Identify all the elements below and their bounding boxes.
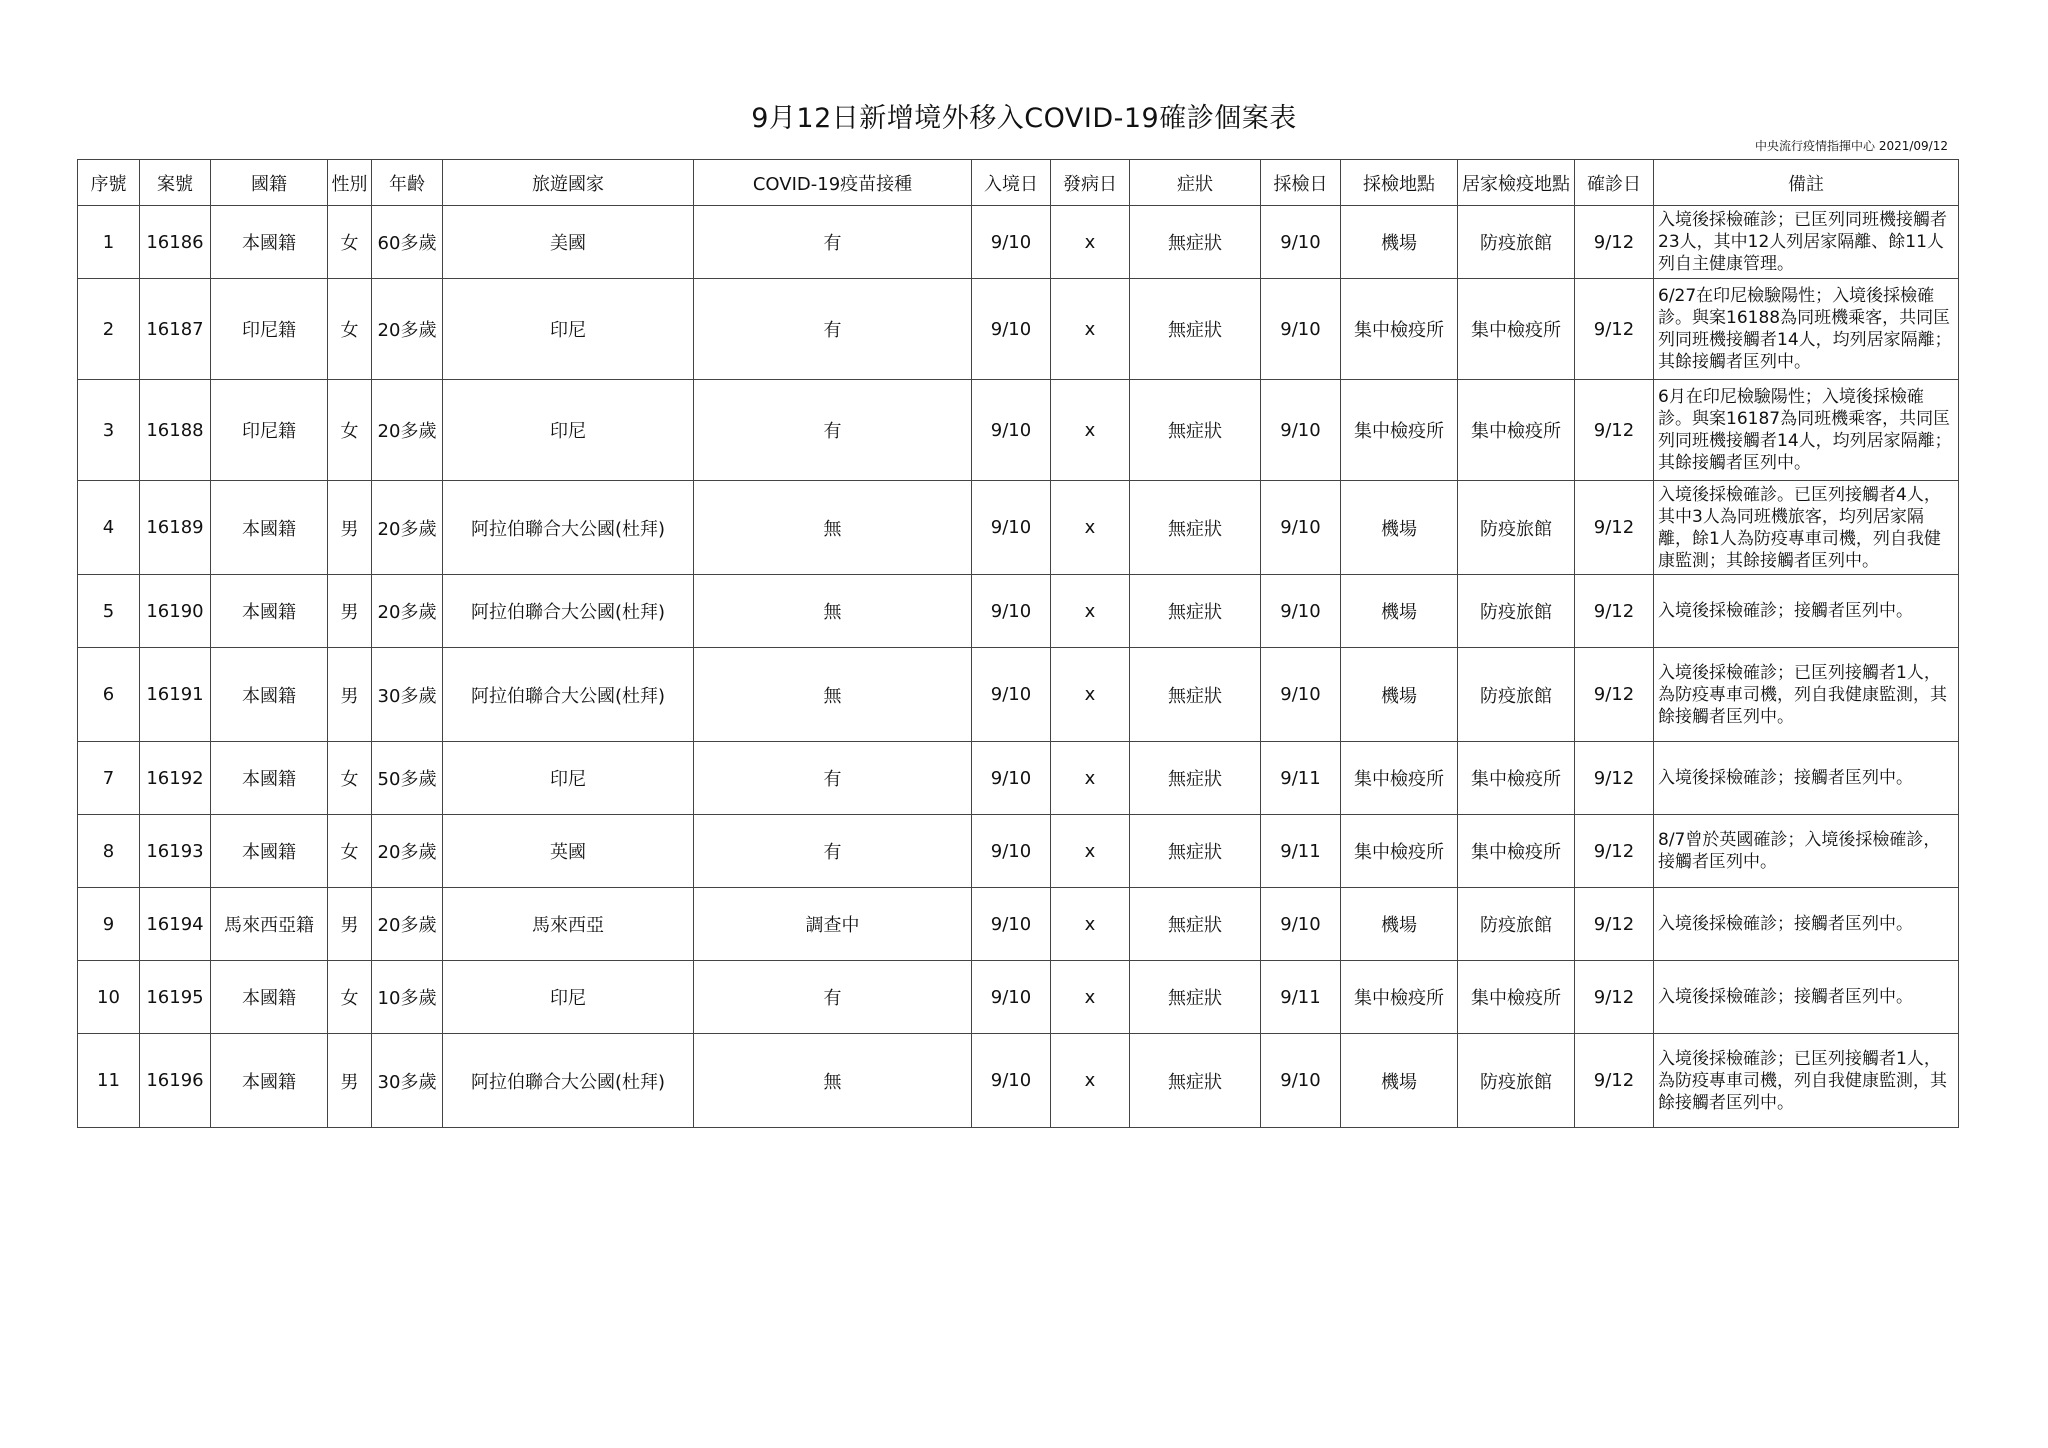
cell-vaccine: 有 (694, 961, 972, 1034)
cell-sex: 女 (328, 815, 372, 888)
cell-vaccine: 調查中 (694, 888, 972, 961)
cell-symptom: 無症狀 (1130, 742, 1261, 815)
cell-entry-date: 9/10 (972, 380, 1051, 481)
cell-seq: 5 (78, 575, 140, 648)
cell-quarantine-site: 集中檢疫所 (1458, 279, 1575, 380)
cell-entry-date: 9/10 (972, 481, 1051, 575)
cell-onset-date: x (1051, 575, 1130, 648)
cell-test-site: 機場 (1341, 888, 1458, 961)
cell-seq: 10 (78, 961, 140, 1034)
cell-nationality: 本國籍 (211, 961, 328, 1034)
cell-age: 10多歲 (372, 961, 443, 1034)
cell-seq: 1 (78, 206, 140, 279)
cell-symptom: 無症狀 (1130, 1034, 1261, 1128)
cell-sex: 男 (328, 1034, 372, 1128)
cell-entry-date: 9/10 (972, 279, 1051, 380)
cell-entry-date: 9/10 (972, 575, 1051, 648)
cell-entry-date: 9/10 (972, 648, 1051, 742)
cell-symptom: 無症狀 (1130, 961, 1261, 1034)
cell-onset-date: x (1051, 815, 1130, 888)
cell-age: 20多歲 (372, 888, 443, 961)
cell-test-site: 機場 (1341, 1034, 1458, 1128)
cell-remark: 入境後採檢確診；接觸者匡列中。 (1654, 575, 1959, 648)
cell-test-site: 機場 (1341, 648, 1458, 742)
cell-test-date: 9/10 (1261, 1034, 1341, 1128)
cell-test-date: 9/10 (1261, 279, 1341, 380)
cell-sex: 女 (328, 380, 372, 481)
cell-age: 30多歲 (372, 648, 443, 742)
cell-age: 60多歲 (372, 206, 443, 279)
cell-confirm-date: 9/12 (1575, 1034, 1654, 1128)
cell-remark: 入境後採檢確診；接觸者匡列中。 (1654, 888, 1959, 961)
cell-symptom: 無症狀 (1130, 206, 1261, 279)
cell-test-date: 9/10 (1261, 648, 1341, 742)
cell-confirm-date: 9/12 (1575, 961, 1654, 1034)
table-row (78, 1034, 1959, 1128)
page-title: 9月12日新增境外移入COVID-19確診個案表 (751, 103, 1297, 134)
cell-travel-country: 印尼 (443, 742, 694, 815)
cell-onset-date: x (1051, 961, 1130, 1034)
cell-seq: 9 (78, 888, 140, 961)
cell-onset-date: x (1051, 206, 1130, 279)
cell-test-date: 9/11 (1261, 742, 1341, 815)
header-nationality: 國籍 (211, 160, 328, 206)
cell-case-no: 16193 (140, 815, 211, 888)
header-test-date: 採檢日 (1261, 160, 1341, 206)
header-case-no: 案號 (140, 160, 211, 206)
table-row (78, 481, 1959, 575)
cell-onset-date: x (1051, 888, 1130, 961)
cell-nationality: 本國籍 (211, 742, 328, 815)
cell-remark: 入境後採檢確診；已匡列接觸者1人，為防疫專車司機，列自我健康監測，其餘接觸者匡列中。 (1654, 648, 1959, 742)
header-travel-country: 旅遊國家 (443, 160, 694, 206)
cell-case-no: 16191 (140, 648, 211, 742)
table-row (78, 380, 1959, 481)
issuer-date: 中央流行疫情指揮中心 2021/09/12 (1755, 139, 1948, 153)
cell-symptom: 無症狀 (1130, 481, 1261, 575)
cell-confirm-date: 9/12 (1575, 742, 1654, 815)
cell-vaccine: 無 (694, 1034, 972, 1128)
cell-remark: 8/7曾於英國確診；入境後採檢確診，接觸者匡列中。 (1654, 815, 1959, 888)
cell-test-site: 集中檢疫所 (1341, 742, 1458, 815)
cell-onset-date: x (1051, 279, 1130, 380)
table-row (78, 648, 1959, 742)
cell-travel-country: 阿拉伯聯合大公國(杜拜) (443, 481, 694, 575)
cell-seq: 7 (78, 742, 140, 815)
cell-test-site: 集中檢疫所 (1341, 380, 1458, 481)
table-row (78, 815, 1959, 888)
cell-quarantine-site: 防疫旅館 (1458, 206, 1575, 279)
cell-age: 30多歲 (372, 1034, 443, 1128)
cell-travel-country: 美國 (443, 206, 694, 279)
header-age: 年齡 (372, 160, 443, 206)
cell-entry-date: 9/10 (972, 742, 1051, 815)
cell-vaccine: 無 (694, 648, 972, 742)
cell-test-site: 集中檢疫所 (1341, 961, 1458, 1034)
cell-travel-country: 馬來西亞 (443, 888, 694, 961)
cell-nationality: 本國籍 (211, 575, 328, 648)
cell-travel-country: 印尼 (443, 961, 694, 1034)
cell-seq: 4 (78, 481, 140, 575)
cell-entry-date: 9/10 (972, 961, 1051, 1034)
cell-test-date: 9/10 (1261, 380, 1341, 481)
cell-travel-country: 阿拉伯聯合大公國(杜拜) (443, 575, 694, 648)
cell-confirm-date: 9/12 (1575, 279, 1654, 380)
header-vaccine: COVID-19疫苗接種 (694, 160, 972, 206)
cell-vaccine: 有 (694, 380, 972, 481)
table-row (78, 279, 1959, 380)
cell-quarantine-site: 防疫旅館 (1458, 575, 1575, 648)
cell-confirm-date: 9/12 (1575, 380, 1654, 481)
cell-quarantine-site: 集中檢疫所 (1458, 742, 1575, 815)
cell-nationality: 馬來西亞籍 (211, 888, 328, 961)
cell-confirm-date: 9/12 (1575, 815, 1654, 888)
cell-entry-date: 9/10 (972, 815, 1051, 888)
cell-symptom: 無症狀 (1130, 648, 1261, 742)
cell-travel-country: 阿拉伯聯合大公國(杜拜) (443, 648, 694, 742)
cell-remark: 入境後採檢確診；接觸者匡列中。 (1654, 742, 1959, 815)
cell-onset-date: x (1051, 742, 1130, 815)
cell-case-no: 16190 (140, 575, 211, 648)
cell-confirm-date: 9/12 (1575, 648, 1654, 742)
cell-remark: 6月在印尼檢驗陽性；入境後採檢確診。與案16187為同班機乘客，共同匡列同班機接觸者14人，均列居家隔離；其餘接觸者匡列中。 (1654, 380, 1959, 481)
cell-sex: 女 (328, 279, 372, 380)
cell-onset-date: x (1051, 481, 1130, 575)
table-row (78, 575, 1959, 648)
table-row (78, 888, 1959, 961)
cell-test-date: 9/10 (1261, 206, 1341, 279)
cell-symptom: 無症狀 (1130, 575, 1261, 648)
cell-entry-date: 9/10 (972, 888, 1051, 961)
table-row (78, 742, 1959, 815)
cell-test-site: 機場 (1341, 206, 1458, 279)
cell-symptom: 無症狀 (1130, 279, 1261, 380)
cell-seq: 2 (78, 279, 140, 380)
cell-case-no: 16192 (140, 742, 211, 815)
cell-age: 20多歲 (372, 575, 443, 648)
cell-symptom: 無症狀 (1130, 815, 1261, 888)
cell-travel-country: 印尼 (443, 380, 694, 481)
cell-onset-date: x (1051, 1034, 1130, 1128)
cell-nationality: 印尼籍 (211, 279, 328, 380)
cell-confirm-date: 9/12 (1575, 575, 1654, 648)
cell-seq: 8 (78, 815, 140, 888)
case-table (77, 159, 1959, 1128)
cell-test-date: 9/11 (1261, 961, 1341, 1034)
cell-sex: 女 (328, 742, 372, 815)
cell-seq: 11 (78, 1034, 140, 1128)
header-test-site: 採檢地點 (1341, 160, 1458, 206)
cell-test-date: 9/10 (1261, 481, 1341, 575)
cell-test-date: 9/11 (1261, 815, 1341, 888)
cell-case-no: 16186 (140, 206, 211, 279)
cell-remark: 入境後採檢確診；已匡列接觸者1人，為防疫專車司機，列自我健康監測，其餘接觸者匡列中。 (1654, 1034, 1959, 1128)
cell-test-date: 9/10 (1261, 575, 1341, 648)
header-remark: 備註 (1654, 160, 1959, 206)
cell-quarantine-site: 集中檢疫所 (1458, 815, 1575, 888)
cell-entry-date: 9/10 (972, 206, 1051, 279)
cell-age: 20多歲 (372, 815, 443, 888)
cell-travel-country: 英國 (443, 815, 694, 888)
cell-vaccine: 有 (694, 206, 972, 279)
header-onset-date: 發病日 (1051, 160, 1130, 206)
cell-nationality: 印尼籍 (211, 380, 328, 481)
cell-vaccine: 無 (694, 575, 972, 648)
header-entry-date: 入境日 (972, 160, 1051, 206)
cell-age: 20多歲 (372, 279, 443, 380)
header-quarantine-site: 居家檢疫地點 (1458, 160, 1575, 206)
table-row (78, 961, 1959, 1034)
cell-case-no: 16196 (140, 1034, 211, 1128)
cell-vaccine: 有 (694, 742, 972, 815)
header-seq: 序號 (78, 160, 140, 206)
cell-sex: 男 (328, 575, 372, 648)
cell-onset-date: x (1051, 648, 1130, 742)
cell-nationality: 本國籍 (211, 206, 328, 279)
cell-sex: 女 (328, 206, 372, 279)
cell-confirm-date: 9/12 (1575, 481, 1654, 575)
cell-seq: 3 (78, 380, 140, 481)
cell-nationality: 本國籍 (211, 1034, 328, 1128)
cell-test-date: 9/10 (1261, 888, 1341, 961)
cell-sex: 男 (328, 888, 372, 961)
cell-symptom: 無症狀 (1130, 888, 1261, 961)
cell-case-no: 16194 (140, 888, 211, 961)
cell-quarantine-site: 集中檢疫所 (1458, 961, 1575, 1034)
cell-remark: 入境後採檢確診；已匡列同班機接觸者23人，其中12人列居家隔離、餘11人列自主健康管理。 (1654, 206, 1959, 279)
cell-onset-date: x (1051, 380, 1130, 481)
cell-quarantine-site: 集中檢疫所 (1458, 380, 1575, 481)
cell-test-site: 集中檢疫所 (1341, 815, 1458, 888)
cell-remark: 入境後採檢確診；接觸者匡列中。 (1654, 961, 1959, 1034)
cell-vaccine: 無 (694, 481, 972, 575)
cell-symptom: 無症狀 (1130, 380, 1261, 481)
cell-age: 20多歲 (372, 481, 443, 575)
cell-case-no: 16188 (140, 380, 211, 481)
cell-sex: 女 (328, 961, 372, 1034)
cell-age: 20多歲 (372, 380, 443, 481)
cell-nationality: 本國籍 (211, 815, 328, 888)
cell-case-no: 16195 (140, 961, 211, 1034)
cell-case-no: 16189 (140, 481, 211, 575)
cell-sex: 男 (328, 481, 372, 575)
cell-confirm-date: 9/12 (1575, 206, 1654, 279)
cell-nationality: 本國籍 (211, 648, 328, 742)
table-header-row (78, 160, 1959, 206)
cell-quarantine-site: 防疫旅館 (1458, 648, 1575, 742)
cell-remark: 入境後採檢確診。已匡列接觸者4人，其中3人為同班機旅客，均列居家隔離，餘1人為防疫專車司機，列自我健康監測；其餘接觸者匡列中。 (1654, 481, 1959, 575)
cell-travel-country: 阿拉伯聯合大公國(杜拜) (443, 1034, 694, 1128)
cell-quarantine-site: 防疫旅館 (1458, 1034, 1575, 1128)
cell-test-site: 集中檢疫所 (1341, 279, 1458, 380)
cell-vaccine: 有 (694, 279, 972, 380)
cell-quarantine-site: 防疫旅館 (1458, 481, 1575, 575)
cell-entry-date: 9/10 (972, 1034, 1051, 1128)
cell-confirm-date: 9/12 (1575, 888, 1654, 961)
header-confirm-date: 確診日 (1575, 160, 1654, 206)
cell-quarantine-site: 防疫旅館 (1458, 888, 1575, 961)
header-sex: 性別 (328, 160, 372, 206)
cell-nationality: 本國籍 (211, 481, 328, 575)
cell-case-no: 16187 (140, 279, 211, 380)
cell-travel-country: 印尼 (443, 279, 694, 380)
cell-seq: 6 (78, 648, 140, 742)
header-symptom: 症狀 (1130, 160, 1261, 206)
cell-test-site: 機場 (1341, 575, 1458, 648)
cell-vaccine: 有 (694, 815, 972, 888)
cell-age: 50多歲 (372, 742, 443, 815)
cell-sex: 男 (328, 648, 372, 742)
cell-test-site: 機場 (1341, 481, 1458, 575)
table-row (78, 206, 1959, 279)
cell-remark: 6/27在印尼檢驗陽性；入境後採檢確診。與案16188為同班機乘客，共同匡列同班機接觸者14人，均列居家隔離；其餘接觸者匡列中。 (1654, 279, 1959, 380)
